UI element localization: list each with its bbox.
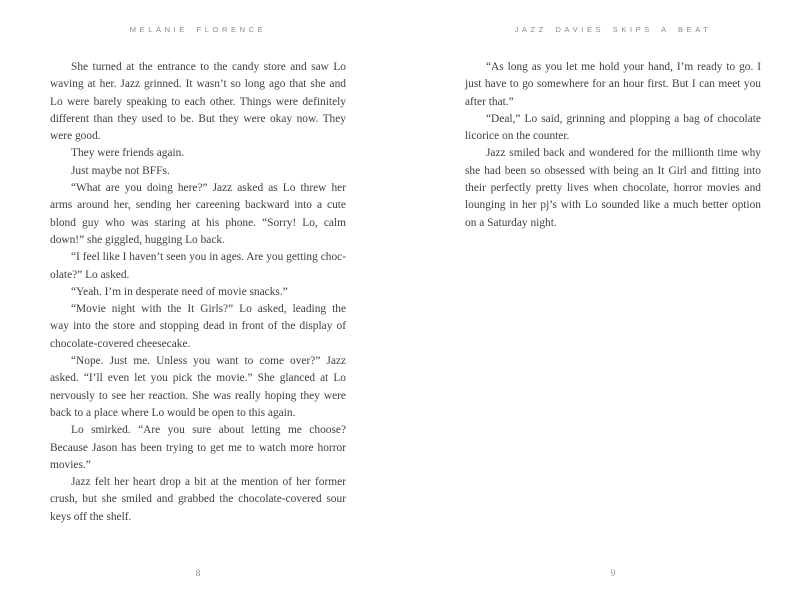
text-line: Just maybe not BFFs. <box>71 164 170 177</box>
text-line: crush, but she smiled and grabbed the chocolate-covered sour <box>50 493 346 506</box>
page-number-right: 9 <box>610 569 616 579</box>
page-number-left: 8 <box>195 569 201 579</box>
text-line: chocolate-covered cheesecake. <box>50 337 191 350</box>
text-line: “I feel like I haven’t seen you in ages. Are you getting choc- <box>71 251 346 264</box>
text-line: She turned at the entrance to the candy store and saw Lo <box>71 61 346 73</box>
text-line: their perfectly pretty lives when chocolate, horror movies and <box>465 182 761 195</box>
text-line: “Movie night with the It Girls?” Lo asked, leading the <box>71 303 346 316</box>
right-text-block <box>465 59 761 232</box>
running-header-author: MELANIE FLORENCE <box>129 25 267 34</box>
text-line: movies.” <box>50 458 91 471</box>
text-line: licorice on the counter. <box>465 130 570 143</box>
text-line: after that.” <box>465 95 514 108</box>
text-line: Because Jason has been trying to get me to watch more horror <box>50 441 346 454</box>
text-line: arms around her, sending her careening backward into a cute <box>50 199 346 212</box>
left-page <box>50 0 346 608</box>
text-line: Lo smirked. “Are you sure about letting me choose? <box>71 424 346 437</box>
right-page <box>465 0 761 608</box>
text-line: Jazz smiled back and wondered for the millionth time why <box>486 147 761 160</box>
text-line: on a Saturday night. <box>465 216 557 229</box>
text-line: back to a place where Lo would be open to this again. <box>50 406 296 419</box>
left-text-block <box>50 59 346 526</box>
text-line: nervously to see her reaction. She was really hoping they were <box>50 389 346 402</box>
text-line: way into the store and stopping dead in front of the display of <box>50 320 346 333</box>
text-line: were good. <box>50 130 101 143</box>
text-line: blond guy who was staring at his phone. “Sorry! Lo, calm <box>50 216 346 229</box>
text-line: she had been so obsessed with being an It Girl and fitting into <box>465 164 761 177</box>
text-line: olate?” Lo asked. <box>50 268 130 281</box>
text-line: “Deal,” Lo said, grinning and plopping a bag of chocolate <box>486 112 761 125</box>
text-line: They were friends again. <box>71 147 185 160</box>
text-line: “What are you doing here?” Jazz asked as Lo threw her <box>71 182 346 195</box>
text-line: “Nope. Just me. Unless you want to come over?” Jazz <box>71 355 346 368</box>
text-line: just have to go somewhere for an hour first. But I can meet you <box>465 78 761 91</box>
text-line: Lo were barely speaking to each other. Things were definitely <box>50 95 346 108</box>
text-line: down!” she giggled, hugging Lo back. <box>50 233 225 246</box>
text-line: different than they used to be. But they were okay now. They <box>50 112 346 125</box>
text-line: Jazz felt her heart drop a bit at the mention of her former <box>71 476 346 489</box>
text-line: keys off the shelf. <box>50 510 132 523</box>
text-line: “Yeah. I’m in desperate need of movie snacks.” <box>71 285 288 298</box>
text-line: asked. “I’ll even let you pick the movie.” She glanced at Lo <box>50 372 346 385</box>
running-header-book-title: JAZZ DAVIES SKIPS A BEAT <box>514 25 712 34</box>
text-line: waving at her. Jazz grinned. It wasn’t so long ago that she and <box>50 78 346 91</box>
text-line: lounging in her pj’s with Lo sounded like a much better option <box>465 199 761 212</box>
text-line: “As long as you let me hold your hand, I’m ready to go. I <box>486 61 761 73</box>
